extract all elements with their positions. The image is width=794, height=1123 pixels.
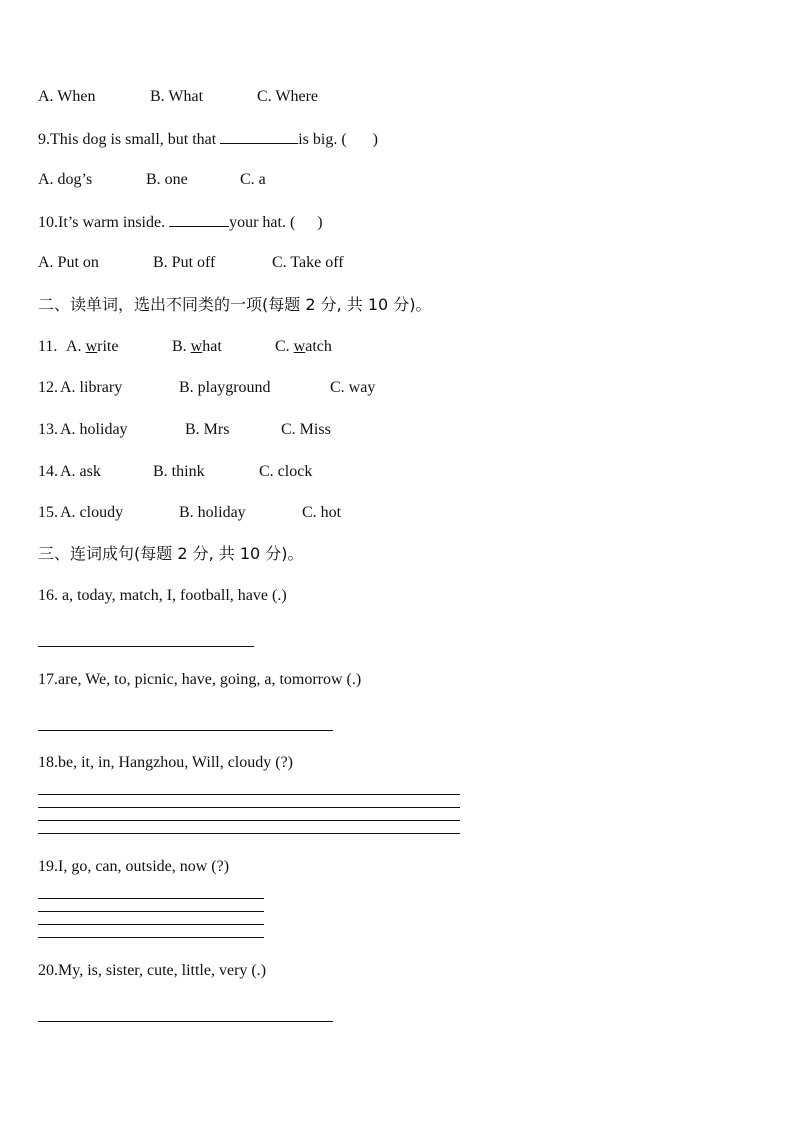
q19-answer-line-4[interactable] (38, 937, 264, 938)
q11-option-c-underlined: w (293, 338, 306, 355)
q16-answer-line[interactable] (38, 646, 254, 647)
q15-option-b[interactable]: B. holiday (179, 504, 246, 521)
q9-answer-blank[interactable] (220, 129, 298, 144)
q10-text-before: It’s warm inside. (58, 214, 170, 231)
q14-option-a[interactable]: A. ask (60, 463, 101, 480)
q11-option-a-rest: rite (97, 338, 119, 355)
q12-number: 12. (38, 379, 58, 396)
q11-option-c-rest: atch (305, 338, 332, 355)
q18-answer-line-4[interactable] (38, 833, 460, 834)
q8-option-c[interactable]: C. Where (257, 88, 319, 105)
q10-text-after: your hat. ( (229, 214, 296, 231)
q16-prompt: 16. a, today, match, I, football, have (.) (38, 587, 287, 604)
q12-option-a[interactable]: A. library (60, 379, 123, 396)
q10-option-a[interactable]: A. Put on (38, 254, 99, 271)
q17-answer-line[interactable] (38, 730, 333, 731)
q15-option-c[interactable]: C. hot (302, 504, 342, 521)
q14-number: 14. (38, 463, 58, 480)
q11-option-c-letter: C. (275, 338, 294, 355)
q12-option-b[interactable]: B. playground (179, 379, 271, 396)
q18-answer-line-2[interactable] (38, 807, 460, 808)
q9-option-a[interactable]: A. dog’s (38, 171, 93, 188)
q9-text-after: is big. ( (298, 131, 347, 148)
q10-question (38, 212, 323, 233)
q11-option-a-letter: A. (66, 338, 86, 355)
q18-prompt: 18.be, it, in, Hangzhou, Will, cloudy (?) (38, 754, 294, 771)
q19-answer-line-2[interactable] (38, 911, 264, 912)
q11-option-a-underlined: w (85, 338, 98, 355)
q11-option-b[interactable] (172, 337, 222, 357)
q19-prompt: 19.I, go, can, outside, now (?) (38, 858, 230, 875)
q13-row (38, 420, 331, 440)
q9-question (38, 129, 378, 150)
q10-option-b[interactable]: B. Put off (153, 254, 216, 271)
q9-option-c[interactable]: C. a (240, 171, 266, 188)
q13-option-b[interactable]: B. Mrs (185, 421, 230, 438)
q18-answer-line-1[interactable] (38, 794, 460, 795)
q15-number: 15. (38, 504, 58, 521)
q10-option-c[interactable]: C. Take off (272, 254, 344, 271)
q12-option-c[interactable]: C. way (330, 379, 376, 396)
q8-option-b[interactable]: B. What (150, 88, 204, 105)
q11-option-b-underlined: w (190, 338, 203, 355)
q20-prompt: 20.My, is, sister, cute, little, very (.) (38, 962, 267, 979)
section-3-heading: 三、连词成句(每题 2 分, 共 10 分)。 (38, 544, 304, 563)
q14-option-b[interactable]: B. think (153, 463, 205, 480)
q10-paren-close: ) (317, 214, 323, 231)
q11-option-b-letter: B. (172, 338, 191, 355)
q11-option-a[interactable] (66, 337, 118, 357)
q11-row (38, 337, 332, 357)
q9-paren-close: ) (372, 131, 378, 148)
q13-option-a[interactable]: A. holiday (60, 421, 128, 438)
q15-row (38, 503, 342, 523)
q9-number: 9. (38, 131, 50, 148)
q9-text-before: This dog is small, but that (50, 131, 221, 148)
q20-answer-line[interactable] (38, 1021, 333, 1022)
q19-answer-line-1[interactable] (38, 898, 264, 899)
q19-answer-line-3[interactable] (38, 924, 264, 925)
q11-option-c[interactable] (275, 337, 332, 357)
q11-option-b-rest: hat (202, 338, 222, 355)
q10-answer-blank[interactable] (169, 212, 229, 227)
q14-option-c[interactable]: C. clock (259, 463, 313, 480)
q10-number: 10. (38, 214, 58, 231)
q15-option-a[interactable]: A. cloudy (60, 504, 124, 521)
q14-row (38, 462, 313, 482)
q9-option-b[interactable]: B. one (146, 171, 188, 188)
q13-option-c[interactable]: C. Miss (281, 421, 331, 438)
q13-number: 13. (38, 421, 58, 438)
q8-option-a[interactable]: A. When (38, 88, 96, 105)
section-2-heading: 二、读单词，选出不同类的一项(每题 2 分, 共 10 分)。 (38, 295, 432, 314)
q17-prompt: 17.are, We, to, picnic, have, going, a, tomorrow (.) (38, 671, 362, 688)
q18-answer-line-3[interactable] (38, 820, 460, 821)
q11-number: 11. (38, 338, 58, 355)
q12-row (38, 378, 376, 398)
